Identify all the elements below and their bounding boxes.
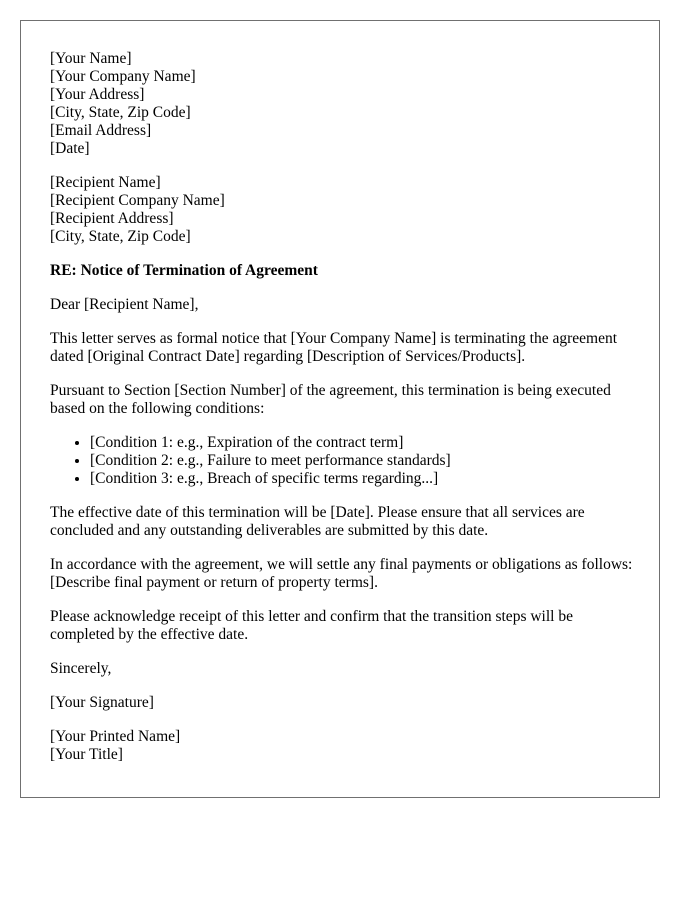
recipient-address: [Recipient Address] [50,210,174,227]
signer-block [50,728,640,764]
sender-company: [Your Company Name] [50,68,196,85]
sender-address: [Your Address] [50,86,145,103]
effective-date-paragraph: The effective date of this termination will be [Date]. Please ensure that all services are concluded and any outstanding deliverables are submitted by this date. [50,504,585,539]
condition-item: • [Condition 1: e.g., Expiration of the contract term] [90,434,640,452]
condition-item: • [Condition 2: e.g., Failure to meet performance standards] [90,452,640,470]
subject-line: RE: Notice of Termination of Agreement [50,262,318,279]
intro-paragraph: This letter serves as formal notice that [Your Company Name] is terminating the agreement dated [Original Contract Date] regarding [Description of Services/Products]. [50,330,618,365]
letter-frame [20,20,660,798]
signature-placeholder: [Your Signature] [50,694,154,711]
printed-name: [Your Printed Name] [50,728,181,745]
salutation: Dear [Recipient Name], [50,296,199,313]
sender-block [50,50,640,158]
recipient-city: [City, State, Zip Code] [50,228,191,245]
valediction: Sincerely, [50,660,112,677]
sender-name: [Your Name] [50,50,132,67]
recipient-block [50,174,640,246]
settlement-paragraph: In accordance with the agreement, we will settle any final payments or obligations as follows: [Describe final payment or return of property terms]. [50,556,633,591]
signer-title: [Your Title] [50,746,123,763]
pursuant-paragraph: Pursuant to Section [Section Number] of the agreement, this termination is being executed based on the following conditions: [50,382,611,417]
recipient-company: [Recipient Company Name] [50,192,225,209]
sender-city: [City, State, Zip Code] [50,104,191,121]
sender-email: [Email Address] [50,122,152,139]
condition-item: • [Condition 3: e.g., Breach of specific terms regarding...] [90,470,640,488]
acknowledge-paragraph: Please acknowledge receipt of this letter and confirm that the transition steps will be completed by the effective date. [50,608,573,643]
sender-date: [Date] [50,140,90,157]
letter-body [50,50,640,764]
conditions-list [50,434,640,488]
recipient-name: [Recipient Name] [50,174,161,191]
